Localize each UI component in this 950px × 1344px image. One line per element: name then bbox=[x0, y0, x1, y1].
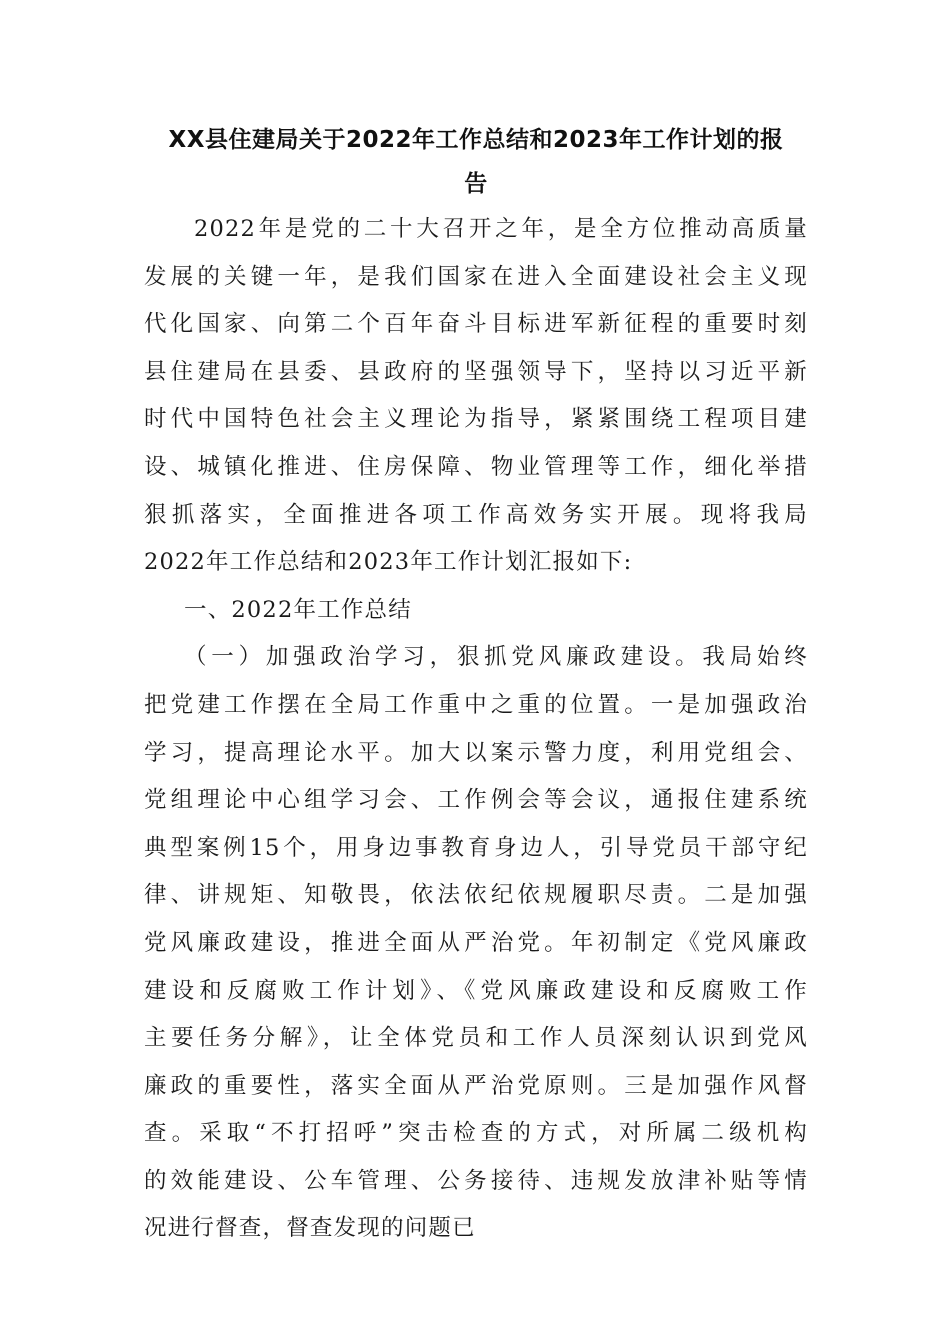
paragraph-party-building bbox=[144, 634, 808, 1253]
text-line: 律、讲规矩、知敬畏，依法依纪依规履职尽责。二是加强 bbox=[144, 882, 808, 909]
text-line: 况进行督查，督查发现的问题已 bbox=[144, 1215, 476, 1242]
text-line: 党组理论中心组学习会、工作例会等会议，通报住建系统 bbox=[144, 787, 808, 814]
title-line-2: 告 bbox=[464, 171, 488, 197]
text-line: 的效能建设、公车管理、公务接待、违规发放津补贴等情 bbox=[144, 1167, 808, 1194]
text-line: 2022年工作总结和2023年工作计划汇报如下: bbox=[144, 549, 633, 576]
text-line: 建设和反腐败工作计划》、《党风廉政建设和反腐败工作 bbox=[144, 977, 808, 1004]
title-line-1: XX县住建局关于2022年工作总结和2023年工作计划的报 bbox=[168, 127, 784, 153]
document-title bbox=[144, 118, 808, 206]
text-line: 典型案例15个，用身边事教育身边人，引导党员干部守纪 bbox=[144, 834, 808, 861]
section-heading: 一、2022年工作总结 bbox=[184, 596, 412, 623]
text-line: 时代中国特色社会主义理论为指导，紧紧围绕工程项目建 bbox=[144, 406, 808, 433]
document-page bbox=[144, 118, 808, 1253]
text-line: 狠抓落实，全面推进各项工作高效务实开展。现将我局 bbox=[144, 501, 808, 528]
text-line: 把党建工作摆在全局工作重中之重的位置。一是加强政治 bbox=[144, 691, 808, 718]
intro-paragraph bbox=[144, 206, 808, 587]
text-line: 设、城镇化推进、住房保障、物业管理等工作，细化举措 bbox=[144, 453, 808, 480]
text-line: 查。采取“不打招呼”突击检查的方式，对所属二级机构 bbox=[144, 1120, 808, 1147]
text-line: 廉政的重要性，落实全面从严治党原则。三是加强作风督 bbox=[144, 1072, 808, 1099]
text-line: 党风廉政建设，推进全面从严治党。年初制定《党风廉政 bbox=[144, 929, 808, 956]
text-line: 学习，提高理论水平。加大以案示警力度，利用党组会、 bbox=[144, 739, 808, 766]
text-line: （一）加强政治学习，狠抓党风廉政建设。我局始终 bbox=[184, 644, 808, 671]
text-line: 县住建局在县委、县政府的坚强领导下，坚持以习近平新 bbox=[144, 358, 808, 385]
text-line: 2022年是党的二十大召开之年，是全方位推动高质量 bbox=[194, 216, 808, 242]
document-body bbox=[144, 206, 808, 1253]
text-line: 代化国家、向第二个百年奋斗目标进军新征程的重要时刻 bbox=[144, 311, 808, 338]
text-line: 发展的关键一年，是我们国家在进入全面建设社会主义现 bbox=[144, 263, 808, 290]
text-line: 主要任务分解》，让全体党员和工作人员深刻认识到党风 bbox=[144, 1025, 808, 1052]
